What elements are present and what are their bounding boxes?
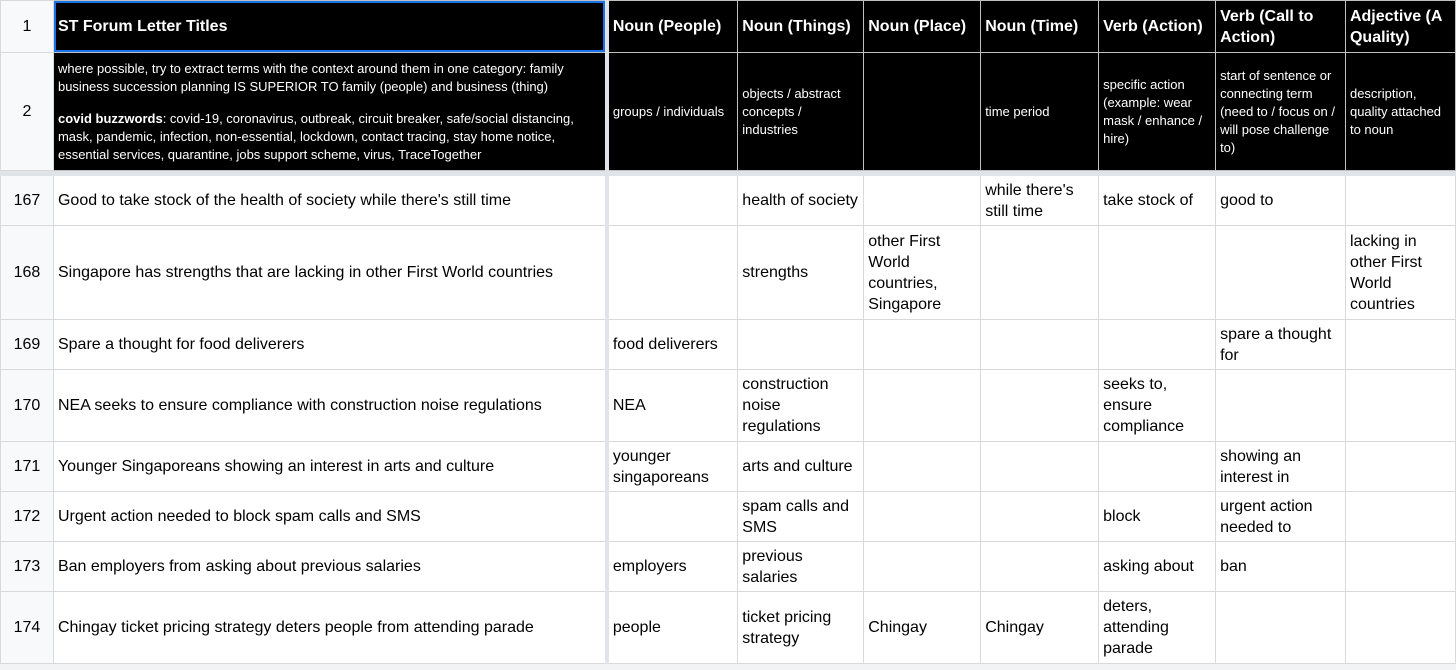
cell-place[interactable]: Chingay <box>864 592 981 664</box>
cell-title[interactable]: Younger Singaporeans showing an interest in arts and culture <box>53 442 606 492</box>
row-number[interactable]: 1 <box>1 1 54 53</box>
cell-action[interactable] <box>1099 320 1216 370</box>
cell-adjective[interactable] <box>1345 370 1455 442</box>
cell-things[interactable]: construction noise regulations <box>738 370 864 442</box>
row-number[interactable]: 170 <box>1 370 54 442</box>
header-cell-verb-action[interactable]: Verb (Action) <box>1099 1 1216 53</box>
cell-adjective[interactable]: lacking in other First World countries <box>1345 226 1455 320</box>
desc-cell-things[interactable]: objects / abstract concepts / industries <box>738 53 864 171</box>
cell-adjective[interactable] <box>1345 542 1455 592</box>
cell-action[interactable]: asking about <box>1099 542 1216 592</box>
row-number[interactable]: 172 <box>1 492 54 542</box>
cell-people[interactable]: younger singaporeans <box>607 442 738 492</box>
covid-terms: : covid-19, coronavirus, outbreak, circuit breaker, safe/social distancing, mask, pandemic, infection, non-essential, lockdown, contact tracing, stay home notice, essential services, quarantine, jobs support scheme, virus, TraceTogether <box>57 110 574 162</box>
table-row <box>1 176 1456 226</box>
desc-intro: where possible, try to extract terms with the context around them in one category: family business succession planning IS SUPERIOR TO family (people) and business (thing) <box>57 60 564 94</box>
cell-cta[interactable] <box>1216 226 1346 320</box>
cell-place[interactable] <box>864 320 981 370</box>
cell-title[interactable]: Chingay ticket pricing strategy deters people from attending parade <box>53 592 606 664</box>
cell-cta[interactable]: showing an interest in <box>1216 442 1346 492</box>
cell-cta[interactable] <box>1216 370 1346 442</box>
cell-action[interactable]: take stock of <box>1099 176 1216 226</box>
table-row <box>1 442 1456 492</box>
cell-cta[interactable]: ban <box>1216 542 1346 592</box>
cell-people[interactable] <box>607 492 738 542</box>
desc-covid <box>58 110 601 164</box>
cell-place[interactable] <box>864 370 981 442</box>
desc-cell-cta[interactable]: start of sentence or connecting term (need to / focus on / will pose challenge to) <box>1216 53 1346 171</box>
cell-things[interactable]: ticket pricing strategy <box>738 592 864 664</box>
cell-adjective[interactable] <box>1345 492 1455 542</box>
cell-title[interactable]: Ban employers from asking about previous salaries <box>53 542 606 592</box>
header-cell-verb-cta[interactable]: Verb (Call to Action) <box>1216 1 1346 53</box>
cell-things[interactable]: previous salaries <box>738 542 864 592</box>
desc-cell-adjective[interactable]: description, quality attached to noun <box>1345 53 1455 171</box>
desc-cell-people[interactable]: groups / individuals <box>607 53 738 171</box>
cell-cta[interactable]: good to <box>1216 176 1346 226</box>
header-row <box>1 1 1456 53</box>
cell-title[interactable]: Urgent action needed to block spam calls and SMS <box>53 492 606 542</box>
cell-things[interactable] <box>738 320 864 370</box>
cell-adjective[interactable] <box>1345 592 1455 664</box>
cell-place[interactable] <box>864 442 981 492</box>
desc-cell-time[interactable]: time period <box>981 53 1099 171</box>
row-number[interactable]: 2 <box>1 53 54 171</box>
cell-things[interactable]: arts and culture <box>738 442 864 492</box>
header-cell-noun-place[interactable]: Noun (Place) <box>864 1 981 53</box>
cell-things[interactable]: strengths <box>738 226 864 320</box>
cell-time[interactable] <box>981 492 1099 542</box>
cell-adjective[interactable] <box>1345 442 1455 492</box>
header-cell-titles[interactable]: ST Forum Letter Titles <box>53 1 606 53</box>
desc-cell-action[interactable]: specific action (example: wear mask / enhance / hire) <box>1099 53 1216 171</box>
cell-place[interactable] <box>864 542 981 592</box>
table-row <box>1 226 1456 320</box>
cell-people[interactable]: NEA <box>607 370 738 442</box>
desc-cell-titles[interactable] <box>53 53 606 171</box>
cell-cta[interactable]: spare a thought for <box>1216 320 1346 370</box>
cell-action[interactable]: block <box>1099 492 1216 542</box>
cell-time[interactable] <box>981 226 1099 320</box>
cell-title[interactable]: Good to take stock of the health of society while there's still time <box>53 176 606 226</box>
cell-place[interactable]: other First World countries, Singapore <box>864 226 981 320</box>
row-number[interactable]: 167 <box>1 176 54 226</box>
desc-cell-place[interactable] <box>864 53 981 171</box>
cell-people[interactable] <box>607 176 738 226</box>
header-cell-noun-things[interactable]: Noun (Things) <box>738 1 864 53</box>
cell-action[interactable] <box>1099 226 1216 320</box>
cell-people[interactable]: people <box>607 592 738 664</box>
cell-time[interactable] <box>981 542 1099 592</box>
cell-time[interactable] <box>981 320 1099 370</box>
row-number[interactable]: 173 <box>1 542 54 592</box>
cell-title[interactable]: Singapore has strengths that are lacking in other First World countries <box>53 226 606 320</box>
cell-time[interactable] <box>981 442 1099 492</box>
cell-things[interactable]: spam calls and SMS <box>738 492 864 542</box>
cell-adjective[interactable] <box>1345 176 1455 226</box>
cell-place[interactable] <box>864 176 981 226</box>
table-row <box>1 592 1456 664</box>
cell-people[interactable]: employers <box>607 542 738 592</box>
cell-people[interactable]: food deliverers <box>607 320 738 370</box>
table-row <box>1 492 1456 542</box>
cell-time[interactable]: Chingay <box>981 592 1099 664</box>
row-number[interactable]: 168 <box>1 226 54 320</box>
header-cell-adjective[interactable]: Adjective (A Quality) <box>1345 1 1455 53</box>
cell-things[interactable]: health of society <box>738 176 864 226</box>
cell-people[interactable] <box>607 226 738 320</box>
covid-label: covid buzzwords <box>57 110 163 126</box>
cell-action[interactable]: seeks to, ensure compliance <box>1099 370 1216 442</box>
cell-time[interactable] <box>981 370 1099 442</box>
header-cell-noun-time[interactable]: Noun (Time) <box>981 1 1099 53</box>
description-row <box>1 53 1456 171</box>
row-number[interactable]: 171 <box>1 442 54 492</box>
cell-cta[interactable]: urgent action needed to <box>1216 492 1346 542</box>
table-row <box>1 542 1456 592</box>
partial-next-row <box>0 664 1456 670</box>
cell-time[interactable]: while there's still time <box>981 176 1099 226</box>
table-row <box>1 320 1456 370</box>
cell-action[interactable] <box>1099 442 1216 492</box>
row-number[interactable]: 174 <box>1 592 54 664</box>
table-row <box>1 370 1456 442</box>
row-number[interactable]: 169 <box>1 320 54 370</box>
cell-action[interactable]: deters, attending parade <box>1099 592 1216 664</box>
cell-title[interactable]: NEA seeks to ensure compliance with construction noise regulations <box>53 370 606 442</box>
cell-place[interactable] <box>864 492 981 542</box>
cell-title[interactable]: Spare a thought for food deliverers <box>53 320 606 370</box>
cell-cta[interactable] <box>1216 592 1346 664</box>
header-cell-noun-people[interactable]: Noun (People) <box>607 1 738 53</box>
cell-adjective[interactable] <box>1345 320 1455 370</box>
